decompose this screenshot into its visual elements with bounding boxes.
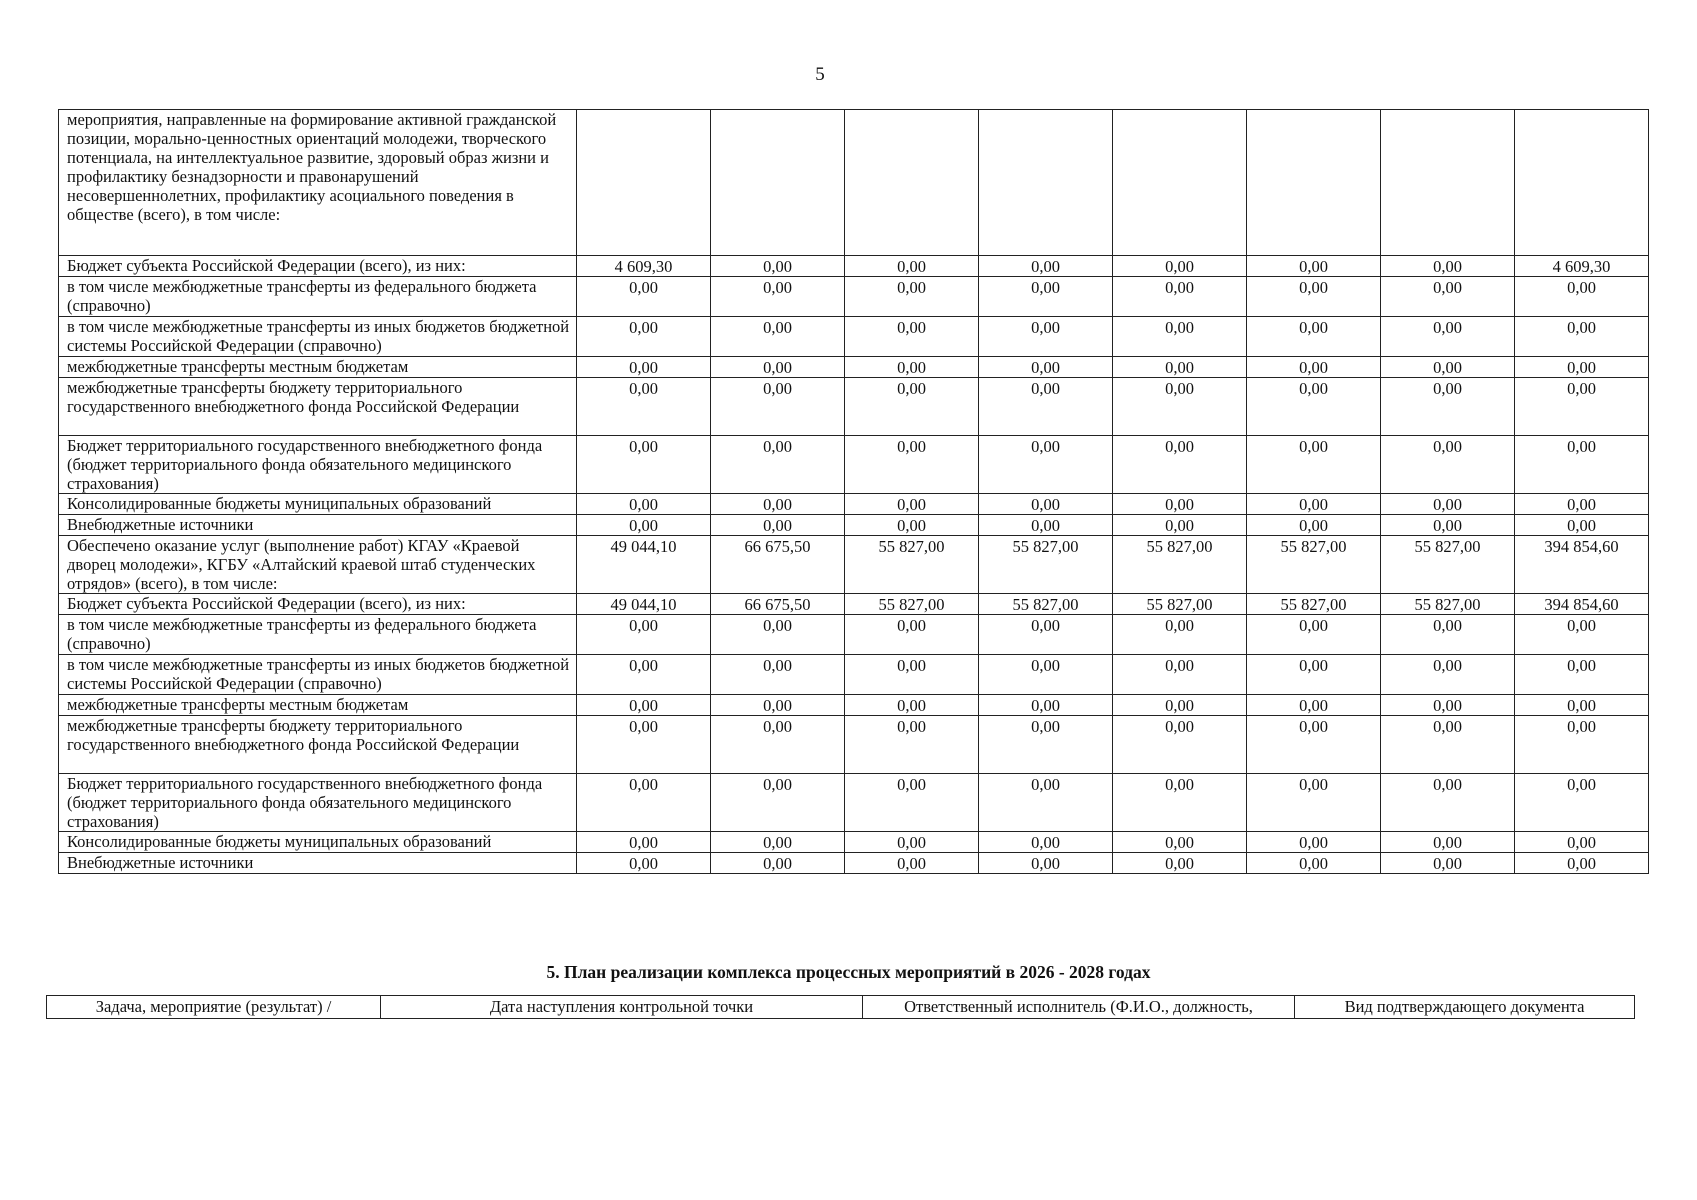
row-label: в том числе межбюджетные трансферты из иных бюджетов бюджетной системы Российской Федерации (справочно) (59, 655, 577, 695)
value-cell: 0,00 (711, 655, 845, 695)
value-cell: 49 044,10 (577, 536, 711, 594)
value-cell: 0,00 (1113, 716, 1247, 774)
value-cell: 0,00 (711, 853, 845, 874)
value-cell: 0,00 (1247, 615, 1381, 655)
header-task: Задача, мероприятие (результат) / (47, 996, 381, 1019)
section-title: 5. План реализации комплекса процессных мероприятий в 2026 - 2028 годах (546, 962, 1151, 982)
value-cell: 0,00 (1113, 853, 1247, 874)
value-cell: 0,00 (577, 357, 711, 378)
value-cell: 0,00 (577, 774, 711, 832)
value-cell: 0,00 (845, 494, 979, 515)
value-cell: 4 609,30 (1515, 256, 1649, 277)
value-cell: 0,00 (711, 317, 845, 357)
value-cell: 0,00 (845, 853, 979, 874)
value-cell: 55 827,00 (1381, 594, 1515, 615)
value-cell: 0,00 (1113, 378, 1247, 436)
value-cell: 55 827,00 (1113, 594, 1247, 615)
value-cell: 0,00 (711, 277, 845, 317)
value-cell: 0,00 (711, 436, 845, 494)
value-cell: 0,00 (1515, 853, 1649, 874)
value-cell (979, 110, 1113, 256)
value-cell: 0,00 (1515, 774, 1649, 832)
value-cell: 0,00 (1113, 615, 1247, 655)
value-cell: 0,00 (979, 853, 1113, 874)
table-row (59, 536, 1649, 594)
value-cell: 0,00 (979, 655, 1113, 695)
table-row (59, 655, 1649, 695)
value-cell: 0,00 (577, 515, 711, 536)
value-cell: 0,00 (577, 853, 711, 874)
row-label: Консолидированные бюджеты муниципальных образований (59, 494, 577, 515)
value-cell (1113, 110, 1247, 256)
value-cell: 0,00 (979, 277, 1113, 317)
value-cell: 0,00 (711, 774, 845, 832)
table-row (59, 357, 1649, 378)
value-cell: 0,00 (979, 317, 1113, 357)
row-label: Бюджет территориального государственного внебюджетного фонда (бюджет территориального фонда обязательного медицинского страхования) (59, 774, 577, 832)
row-label: в том числе межбюджетные трансферты из иных бюджетов бюджетной системы Российской Федерации (справочно) (59, 317, 577, 357)
value-cell: 0,00 (1113, 515, 1247, 536)
value-cell: 0,00 (577, 436, 711, 494)
value-cell: 55 827,00 (845, 536, 979, 594)
value-cell: 0,00 (979, 256, 1113, 277)
value-cell: 0,00 (1515, 655, 1649, 695)
value-cell: 0,00 (845, 436, 979, 494)
value-cell: 0,00 (577, 832, 711, 853)
value-cell: 0,00 (1515, 317, 1649, 357)
value-cell: 0,00 (577, 716, 711, 774)
value-cell: 0,00 (1381, 317, 1515, 357)
value-cell: 0,00 (577, 494, 711, 515)
value-cell (711, 110, 845, 256)
value-cell: 0,00 (1381, 853, 1515, 874)
value-cell: 0,00 (711, 494, 845, 515)
table-row (59, 774, 1649, 832)
header-document-type: Вид подтверждающего документа (1295, 996, 1635, 1019)
value-cell: 0,00 (1381, 615, 1515, 655)
value-cell: 0,00 (845, 615, 979, 655)
value-cell (577, 110, 711, 256)
value-cell: 0,00 (979, 615, 1113, 655)
header-responsible: Ответственный исполнитель (Ф.И.О., должность, (863, 996, 1295, 1019)
value-cell: 0,00 (979, 357, 1113, 378)
value-cell: 0,00 (1247, 655, 1381, 695)
value-cell: 0,00 (1113, 317, 1247, 357)
value-cell: 0,00 (845, 277, 979, 317)
value-cell: 0,00 (1515, 378, 1649, 436)
row-label: Бюджет территориального государственного внебюджетного фонда (бюджет территориального фонда обязательного медицинского страхования) (59, 436, 577, 494)
value-cell: 0,00 (845, 378, 979, 436)
value-cell: 55 827,00 (1247, 594, 1381, 615)
value-cell: 0,00 (711, 378, 845, 436)
value-cell (845, 110, 979, 256)
value-cell: 0,00 (1381, 716, 1515, 774)
row-label: Бюджет субъекта Российской Федерации (всего), из них: (59, 256, 577, 277)
table-row (59, 832, 1649, 853)
value-cell: 0,00 (1381, 357, 1515, 378)
value-cell: 0,00 (1381, 256, 1515, 277)
value-cell: 0,00 (845, 256, 979, 277)
value-cell: 0,00 (1381, 655, 1515, 695)
value-cell: 0,00 (1515, 615, 1649, 655)
value-cell: 0,00 (1515, 277, 1649, 317)
value-cell: 0,00 (845, 655, 979, 695)
table-row (59, 716, 1649, 774)
row-label: Консолидированные бюджеты муниципальных образований (59, 832, 577, 853)
value-cell: 0,00 (979, 494, 1113, 515)
table-row (59, 436, 1649, 494)
value-cell: 0,00 (1381, 494, 1515, 515)
value-cell: 0,00 (845, 716, 979, 774)
value-cell: 0,00 (1247, 378, 1381, 436)
row-label: межбюджетные трансферты местным бюджетам (59, 357, 577, 378)
table-row (59, 378, 1649, 436)
value-cell: 0,00 (1247, 695, 1381, 716)
value-cell: 0,00 (711, 716, 845, 774)
value-cell: 0,00 (1247, 716, 1381, 774)
value-cell: 0,00 (1515, 832, 1649, 853)
value-cell: 0,00 (1247, 357, 1381, 378)
table-row (59, 110, 1649, 256)
value-cell: 0,00 (577, 378, 711, 436)
table-row (59, 695, 1649, 716)
value-cell: 0,00 (1247, 436, 1381, 494)
value-cell: 0,00 (1515, 515, 1649, 536)
value-cell: 394 854,60 (1515, 594, 1649, 615)
value-cell: 0,00 (1515, 436, 1649, 494)
value-cell: 0,00 (1381, 774, 1515, 832)
value-cell: 0,00 (577, 277, 711, 317)
value-cell: 0,00 (1381, 695, 1515, 716)
value-cell (1247, 110, 1381, 256)
value-cell (1381, 110, 1515, 256)
value-cell: 0,00 (1113, 436, 1247, 494)
value-cell: 0,00 (1515, 494, 1649, 515)
value-cell: 0,00 (845, 695, 979, 716)
value-cell: 55 827,00 (1247, 536, 1381, 594)
value-cell: 55 827,00 (1381, 536, 1515, 594)
value-cell: 0,00 (1515, 695, 1649, 716)
value-cell: 0,00 (1515, 716, 1649, 774)
value-cell: 0,00 (979, 378, 1113, 436)
value-cell: 0,00 (1247, 774, 1381, 832)
value-cell: 0,00 (1381, 515, 1515, 536)
table-row (59, 615, 1649, 655)
value-cell: 55 827,00 (845, 594, 979, 615)
value-cell: 0,00 (979, 515, 1113, 536)
value-cell: 0,00 (1113, 494, 1247, 515)
value-cell: 0,00 (577, 695, 711, 716)
value-cell: 0,00 (979, 774, 1113, 832)
value-cell: 0,00 (1381, 832, 1515, 853)
value-cell: 4 609,30 (577, 256, 711, 277)
value-cell: 0,00 (979, 716, 1113, 774)
row-label: межбюджетные трансферты бюджету территориального государственного внебюджетного фонда Российской Федерации (59, 716, 577, 774)
header-control-date: Дата наступления контрольной точки (381, 996, 863, 1019)
value-cell: 0,00 (1113, 695, 1247, 716)
row-label: Внебюджетные источники (59, 853, 577, 874)
value-cell: 0,00 (577, 317, 711, 357)
row-label: межбюджетные трансферты бюджету территориального государственного внебюджетного фонда Российской Федерации (59, 378, 577, 436)
row-label: мероприятия, направленные на формирование активной гражданской позиции, морально-ценностных ориентаций молодежи, творческого потенциала, на интеллектуальное развитие, здоровый образ жизни и профилактику безнадзорности и правонарушений несовершеннолетних, профилактику асоциального поведения в обществе (всего), в том числе: (59, 110, 577, 256)
table-row (59, 853, 1649, 874)
value-cell: 55 827,00 (1113, 536, 1247, 594)
page-number: 5 (815, 64, 825, 85)
value-cell: 0,00 (1381, 378, 1515, 436)
value-cell: 55 827,00 (979, 594, 1113, 615)
table-row (59, 256, 1649, 277)
value-cell: 0,00 (711, 615, 845, 655)
table-row (59, 515, 1649, 536)
row-label: в том числе межбюджетные трансферты из федерального бюджета (справочно) (59, 615, 577, 655)
value-cell: 0,00 (711, 256, 845, 277)
table-row (59, 494, 1649, 515)
table-row (59, 317, 1649, 357)
value-cell: 0,00 (1113, 774, 1247, 832)
value-cell: 0,00 (1247, 832, 1381, 853)
value-cell: 0,00 (711, 515, 845, 536)
value-cell: 0,00 (1113, 357, 1247, 378)
row-label: Обеспечено оказание услуг (выполнение работ) КГАУ «Краевой дворец молодежи», КГБУ «Алтайский краевой штаб студенческих отрядов» (всего), в том числе: (59, 536, 577, 594)
value-cell: 0,00 (979, 436, 1113, 494)
plan-header-row (47, 996, 1635, 1019)
row-label: Внебюджетные источники (59, 515, 577, 536)
table-row (59, 277, 1649, 317)
value-cell (1515, 110, 1649, 256)
plan-table (46, 995, 1635, 1019)
value-cell: 0,00 (845, 317, 979, 357)
value-cell: 49 044,10 (577, 594, 711, 615)
table-row (59, 594, 1649, 615)
budget-table (58, 109, 1649, 874)
value-cell: 0,00 (1113, 832, 1247, 853)
value-cell: 0,00 (845, 832, 979, 853)
value-cell: 394 854,60 (1515, 536, 1649, 594)
value-cell: 0,00 (1247, 853, 1381, 874)
value-cell: 0,00 (1247, 494, 1381, 515)
value-cell: 0,00 (1247, 317, 1381, 357)
value-cell: 0,00 (711, 357, 845, 378)
value-cell: 0,00 (1113, 256, 1247, 277)
value-cell: 0,00 (845, 515, 979, 536)
value-cell: 55 827,00 (979, 536, 1113, 594)
value-cell: 66 675,50 (711, 594, 845, 615)
value-cell: 0,00 (845, 357, 979, 378)
value-cell: 0,00 (1247, 277, 1381, 317)
value-cell: 66 675,50 (711, 536, 845, 594)
value-cell: 0,00 (1113, 277, 1247, 317)
value-cell: 0,00 (1247, 515, 1381, 536)
value-cell: 0,00 (711, 695, 845, 716)
value-cell: 0,00 (577, 655, 711, 695)
row-label: межбюджетные трансферты местным бюджетам (59, 695, 577, 716)
value-cell: 0,00 (1515, 357, 1649, 378)
row-label: в том числе межбюджетные трансферты из федерального бюджета (справочно) (59, 277, 577, 317)
value-cell: 0,00 (1381, 277, 1515, 317)
value-cell: 0,00 (577, 615, 711, 655)
value-cell: 0,00 (1381, 436, 1515, 494)
value-cell: 0,00 (1247, 256, 1381, 277)
value-cell: 0,00 (711, 832, 845, 853)
value-cell: 0,00 (845, 774, 979, 832)
row-label: Бюджет субъекта Российской Федерации (всего), из них: (59, 594, 577, 615)
value-cell: 0,00 (1113, 655, 1247, 695)
value-cell: 0,00 (979, 695, 1113, 716)
value-cell: 0,00 (979, 832, 1113, 853)
